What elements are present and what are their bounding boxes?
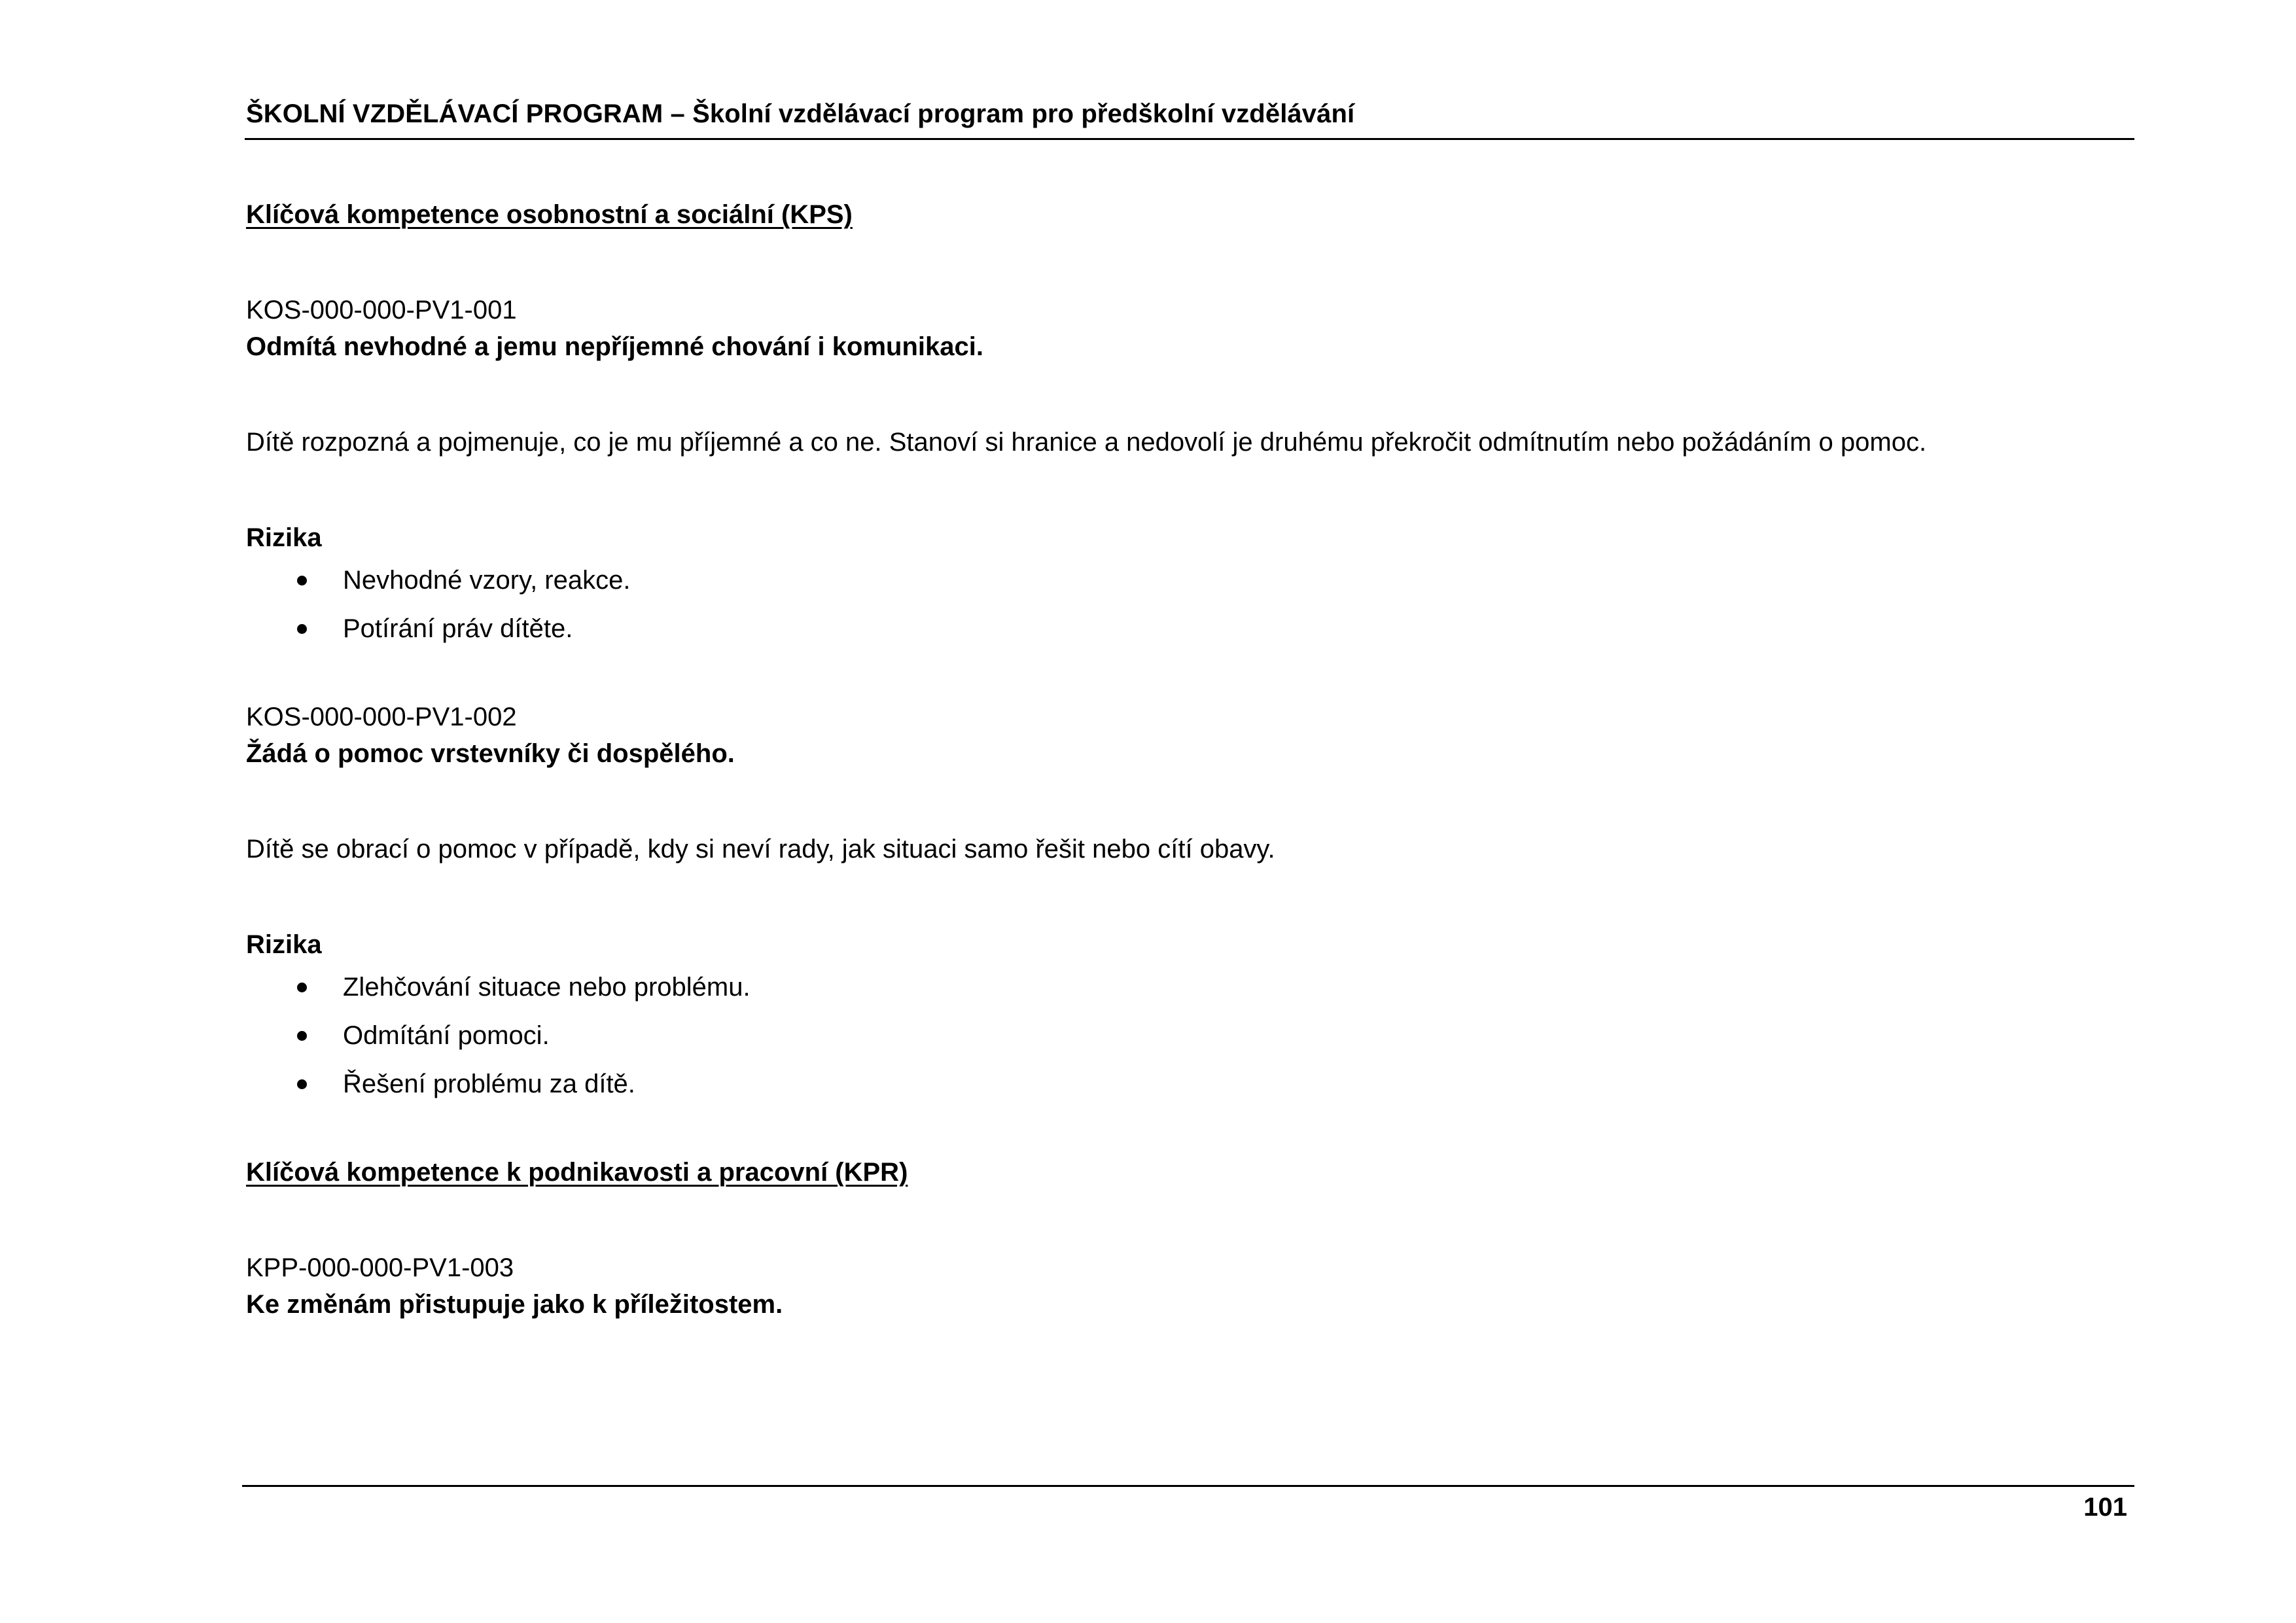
bullet-icon <box>297 624 307 634</box>
risks-label: Rizika <box>246 523 322 552</box>
competence-item-002 <box>246 699 2130 1108</box>
risk-text: Řešení problému za dítě. <box>343 1070 635 1098</box>
item-outcome: Žádá o pomoc vrstevníky či dospělého. <box>246 739 735 768</box>
risk-text: Odmítání pomoci. <box>343 1021 550 1050</box>
footer-rule <box>242 1485 2134 1487</box>
item-outcome: Odmítá nevhodné a jemu nepříjemné chování i komunikaci. <box>246 332 983 361</box>
section-heading-kps: Klíčová kompetence osobnostní a sociální (KPS) <box>246 200 853 229</box>
bullet-icon <box>297 576 307 585</box>
risk-list-item <box>246 1060 2130 1108</box>
risk-text: Zlehčování situace nebo problému. <box>343 973 751 1002</box>
risk-list-item <box>246 556 2130 604</box>
risk-text: Nevhodné vzory, reakce. <box>343 566 631 595</box>
risk-list-item <box>246 604 2130 653</box>
competence-item-001 <box>246 292 2130 653</box>
risk-list-item <box>246 963 2130 1011</box>
risk-text: Potírání práv dítěte. <box>343 614 573 643</box>
competence-item-003 <box>246 1249 2130 1323</box>
bullet-icon <box>297 1079 307 1089</box>
page-number: 101 <box>2083 1493 2127 1522</box>
page-header-title: ŠKOLNÍ VZDĚLÁVACÍ PROGRAM – Školní vzdělávací program pro předškolní vzdělávání <box>246 99 1355 128</box>
item-code: KOS-000-000-PV1-001 <box>246 296 517 324</box>
item-description: Dítě rozpozná a pojmenuje, co je mu příjemné a co ne. Stanoví si hranice a nedovolí je druhému překročit odmítnutím nebo požádáním o pomoc. <box>246 428 1927 457</box>
risks-list <box>246 556 2130 653</box>
item-description: Dítě se obrací o pomoc v případě, kdy si neví rady, jak situaci samo řešit nebo cítí obavy. <box>246 835 1275 864</box>
section-heading-kpr: Klíčová kompetence k podnikavosti a pracovní (KPR) <box>246 1158 908 1187</box>
page-content <box>246 196 2130 1323</box>
risk-list-item <box>246 1011 2130 1060</box>
bullet-icon <box>297 1031 307 1041</box>
risks-list <box>246 963 2130 1108</box>
page-header <box>245 97 2134 140</box>
bullet-icon <box>297 983 307 992</box>
item-code: KPP-000-000-PV1-003 <box>246 1253 514 1282</box>
item-outcome: Ke změnám přistupuje jako k příležitostem. <box>246 1290 783 1319</box>
item-code: KOS-000-000-PV1-002 <box>246 703 517 731</box>
risks-label: Rizika <box>246 930 322 959</box>
